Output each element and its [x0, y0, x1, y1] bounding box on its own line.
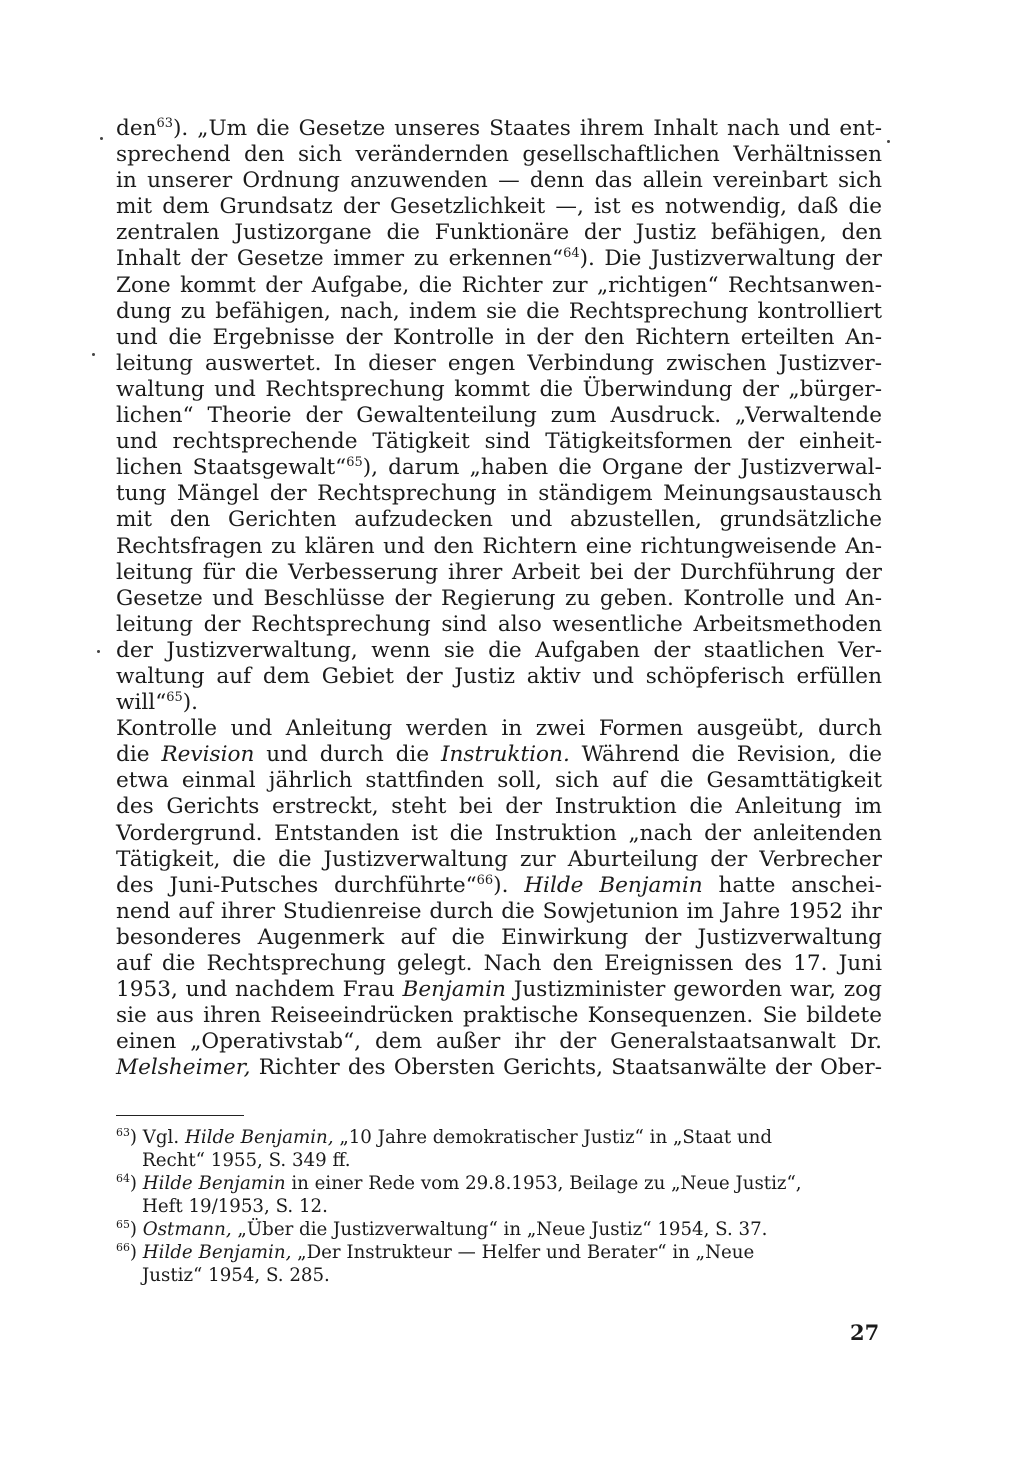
footnote-66 [116, 1241, 882, 1287]
footnote-reference: 63 [156, 115, 173, 131]
text-line [116, 612, 882, 638]
text-line [116, 1003, 882, 1029]
text-line [116, 299, 882, 325]
text-run: etwa einmal jährlich stattfinden soll, sich auf die Gesamttätigkeit [116, 768, 882, 794]
footnote-number: 65 [116, 1217, 130, 1231]
text-line [116, 951, 882, 977]
text-run: Justiz“ 1954, S. 285. [142, 1265, 330, 1286]
footnote-number: 64 [116, 1171, 130, 1185]
text-run: leitung auswertet. In dieser engen Verbindung zwischen Justizver- [116, 350, 882, 376]
text-run: der Justizverwaltung, wenn sie die Aufgaben der staatlichen Ver- [116, 637, 882, 663]
text-line [116, 481, 882, 507]
footnote-line [116, 1149, 882, 1172]
text-run: sprechend den sich verändernden gesellschaftlichen Verhältnissen [116, 142, 882, 168]
text-run: Heft 19/1953, S. 12. [142, 1196, 328, 1217]
text-line [116, 821, 882, 847]
footnote-65 [116, 1218, 882, 1241]
italic-name: Hilde Benjamin, [184, 1127, 334, 1148]
text-run: „Der Instrukteur — Helfer und Berater“ in „Neue [291, 1242, 755, 1263]
footnote-paren: ) [129, 1242, 143, 1263]
footnote-reference: 65 [166, 689, 183, 705]
text-line [116, 899, 882, 925]
page-number: 27 [850, 1320, 880, 1345]
text-run: Während die Revision, die [569, 742, 883, 768]
footnote-reference: 64 [563, 246, 580, 262]
text-run: lichen“ Theorie der Gewaltenteilung zum Ausdruck. „Verwaltende [116, 403, 882, 429]
text-line [116, 351, 882, 377]
text-run: „Über die Justizverwaltung“ in „Neue Justiz“ 1954, S. 37. [231, 1219, 768, 1240]
text-run: in einer Rede vom 29.8.1953, Beilage zu „Neue Justiz“, [285, 1173, 802, 1194]
text-run: und die Ergebnisse der Kontrolle in der den Richtern erteilten An- [116, 324, 882, 350]
text-run: hatte anschei- [702, 872, 882, 898]
text-run: ). [493, 872, 525, 898]
text-run: des Juni-Putsches durchführte“ [116, 872, 477, 898]
text-run: auf die Rechtsprechung gelegt. Nach den Ereignissen des 17. Juni [116, 951, 882, 976]
text-run: Inhalt der Gesetze immer zu erkennen“ [116, 246, 564, 272]
text-line [116, 1029, 882, 1055]
text-run: mit dem Grundsatz der Gesetzlichkeit —, ist es notwendig, daß die [116, 194, 882, 220]
text-line [116, 742, 882, 768]
text-line [116, 168, 882, 194]
text-run: Gesetze und Beschlüsse der Regierung zu geben. Kontrolle und An- [116, 585, 882, 611]
italic-name: Instruktion. [440, 742, 570, 768]
text-run: 1953, und nachdem Frau [116, 977, 403, 1003]
scan-speck [92, 353, 95, 356]
text-run: „10 Jahre demokratischer Justiz“ in „Staat und [333, 1127, 772, 1148]
text-run: dung zu befähigen, nach, indem sie die Rechtsprechung kontrolliert [116, 298, 882, 324]
text-line [116, 116, 882, 142]
text-line [116, 507, 882, 533]
text-run: nend auf ihrer Studienreise durch die Sowjetunion im Jahre 1952 ihr [116, 898, 882, 924]
text-run: waltung und Rechtsprechung kommt die Überwindung der „bürger- [116, 376, 882, 402]
text-run: Richter des Obersten Gerichts, Staatsanwälte der Ober- [250, 1055, 882, 1081]
footnote-reference: 65 [346, 455, 363, 471]
footnote-reference: 66 [476, 872, 494, 888]
text-line [116, 142, 882, 168]
text-line [116, 246, 882, 272]
text-run: zentralen Justizorgane die Funktionäre der Justiz befähigen, den [116, 220, 882, 246]
footnote-63 [116, 1126, 882, 1172]
text-run: Justizminister geworden war, zog [505, 977, 882, 1003]
main-text [116, 116, 882, 1081]
text-line [116, 325, 882, 351]
text-run: sie aus ihren Reiseeindrücken praktische Konsequenzen. Sie bildete [116, 1003, 882, 1029]
text-run: Zone kommt der Aufgabe, die Richter zur „richtigen“ Rechtsanwen- [116, 272, 882, 298]
text-run: die [116, 742, 162, 768]
text-run: besonderes Augenmerk auf die Einwirkung der Justizverwaltung [116, 924, 882, 950]
text-line [116, 847, 882, 873]
text-line [116, 455, 882, 481]
footnote-paren: ) [129, 1127, 143, 1148]
text-line [116, 534, 882, 560]
text-run: ), darum „haben die Organe der Justizverwal- [362, 455, 882, 481]
text-run: lichen Staatsgewalt“ [116, 455, 347, 481]
text-line [116, 664, 882, 690]
text-run: einen „Operativstab“, dem außer ihr der Generalstaatsanwalt Dr. [116, 1029, 882, 1055]
text-run: leitung für die Verbesserung ihrer Arbeit bei der Durchführung der [116, 559, 882, 585]
footnote-line [116, 1264, 882, 1287]
text-run: Rechtsfragen zu klären und den Richtern eine richtungweisende An- [116, 533, 882, 559]
text-run: ). Die Justizverwaltung der [579, 246, 882, 272]
italic-name: Hilde Benjamin [142, 1173, 286, 1194]
footnote-64 [116, 1172, 882, 1218]
text-line [116, 377, 882, 403]
text-run: ). „Um die Gesetze unseres Staates ihrem Inhalt nach und ent- [173, 116, 882, 141]
text-run: Vordergrund. Entstanden ist die Instruktion „nach der anleitenden [116, 820, 882, 846]
footnote-line [116, 1241, 882, 1264]
text-run: leitung der Rechtsprechung sind also wesentliche Arbeitsmethoden [116, 611, 882, 637]
footnote-paren: ) [129, 1219, 143, 1240]
text-run: tung Mängel der Rechtsprechung in ständigem Meinungsaustausch [116, 481, 882, 507]
text-run: den [116, 116, 157, 141]
text-line [116, 638, 882, 664]
text-run: waltung auf dem Gebiet der Justiz aktiv und schöpferisch erfüllen [116, 663, 882, 689]
text-line [116, 273, 882, 299]
text-line [116, 403, 882, 429]
text-line [116, 194, 882, 220]
text-run: ). [182, 690, 199, 716]
italic-name: Melsheimer, [116, 1055, 251, 1081]
italic-name: Revision [161, 742, 255, 768]
footnote-line [116, 1172, 882, 1195]
text-run: Kontrolle und Anleitung werden in zwei Formen ausgeübt, durch [116, 716, 882, 742]
text-run: Vgl. [142, 1127, 185, 1148]
footnote-line [116, 1195, 882, 1218]
scan-speck [100, 137, 103, 140]
italic-name: Ostmann, [142, 1219, 232, 1240]
text-line [116, 925, 882, 951]
text-line [116, 1055, 882, 1081]
scan-speck [887, 140, 890, 143]
footnotes [116, 1126, 882, 1287]
text-line [116, 429, 882, 455]
italic-name: Benjamin [402, 977, 506, 1003]
text-line [116, 873, 882, 899]
footnote-number: 66 [116, 1240, 130, 1254]
text-line [116, 586, 882, 612]
italic-name: Hilde Benjamin, [142, 1242, 292, 1263]
italic-name: Hilde Benjamin [524, 872, 703, 898]
footnote-line [116, 1126, 882, 1149]
text-run: will“ [116, 690, 167, 716]
text-line [116, 977, 882, 1003]
text-run: in unserer Ordnung anzuwenden — denn das allein vereinbart sich [116, 168, 882, 194]
text-run: Recht“ 1955, S. 349 ff. [142, 1150, 351, 1171]
footnote-number: 63 [116, 1125, 130, 1139]
footnote-line [116, 1218, 882, 1241]
text-run: des Gerichts erstreckt, steht bei der Instruktion die Anleitung im [116, 794, 882, 820]
scan-speck [97, 650, 100, 653]
text-line [116, 794, 882, 820]
text-run: mit den Gerichten aufzudecken und abzustellen, grundsätzliche [116, 507, 882, 533]
text-run: und durch die [254, 742, 441, 768]
text-line [116, 220, 882, 246]
text-line [116, 560, 882, 586]
footnote-separator [116, 1115, 244, 1116]
text-run: und rechtsprechende Tätigkeit sind Tätigkeitsformen der einheit- [116, 429, 882, 455]
footnote-paren: ) [129, 1173, 143, 1194]
text-line [116, 716, 882, 742]
text-line [116, 768, 882, 794]
text-line [116, 690, 882, 716]
text-run: Tätigkeit, die die Justizverwaltung zur Aburteilung der Verbrecher [116, 846, 882, 872]
